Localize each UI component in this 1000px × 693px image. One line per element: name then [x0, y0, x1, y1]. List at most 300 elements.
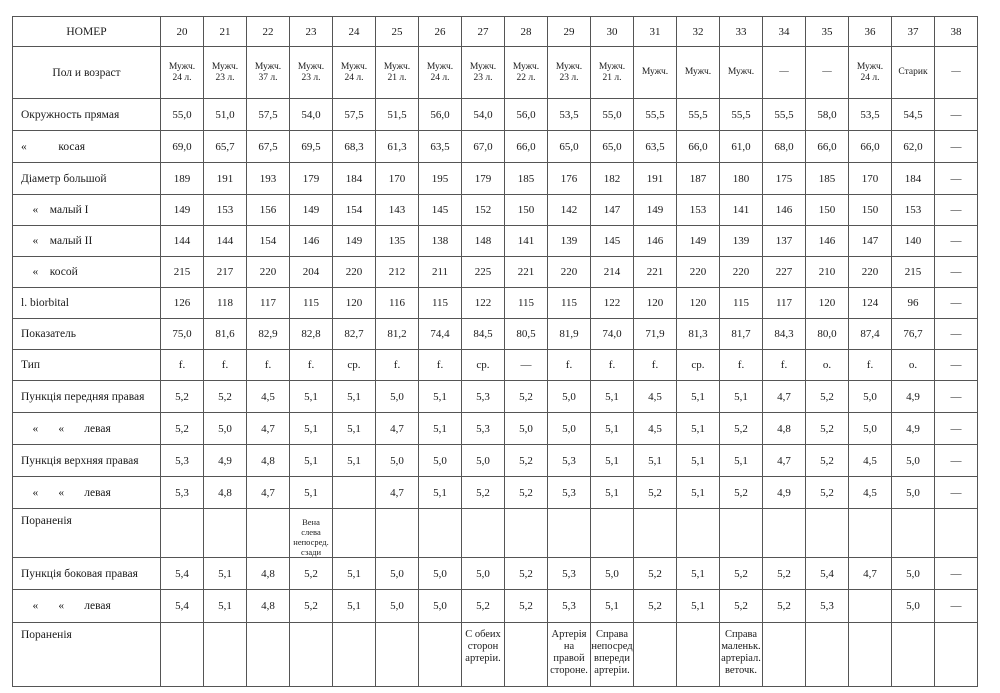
table-cell: 120	[333, 288, 376, 319]
table-cell: 5,4	[806, 558, 849, 590]
table-cell: 5,1	[204, 590, 247, 623]
table-cell: 147	[591, 195, 634, 226]
row-label: Тип	[13, 350, 161, 381]
table-cell: 5,3	[548, 445, 591, 477]
table-cell: 4,8	[204, 477, 247, 509]
table-cell: 4,7	[376, 477, 419, 509]
row-label: Пораненія	[13, 509, 161, 558]
table-cell	[892, 623, 935, 687]
table-cell: 185	[505, 163, 548, 195]
table-cell: f.	[548, 350, 591, 381]
table-cell: 4,5	[849, 445, 892, 477]
table-cell: 138	[419, 226, 462, 257]
table-cell: 4,7	[763, 381, 806, 413]
table-cell: 55,5	[720, 99, 763, 131]
table-cell: 115	[505, 288, 548, 319]
table-cell: Мужч. 23 л.	[204, 47, 247, 99]
table-cell: 80,5	[505, 319, 548, 350]
table-cell: f.	[634, 350, 677, 381]
table-cell: —	[505, 350, 548, 381]
table-cell: 5,1	[290, 445, 333, 477]
table-cell: Мужч. 21 л.	[376, 47, 419, 99]
table-cell: 58,0	[806, 99, 849, 131]
table-row	[13, 163, 978, 195]
table-cell: 5,0	[204, 413, 247, 445]
table-cell: 143	[376, 195, 419, 226]
table-row	[13, 350, 978, 381]
table-cell	[419, 623, 462, 687]
header-number: 21	[204, 17, 247, 47]
table-cell: 5,2	[634, 477, 677, 509]
table-cell: 5,0	[892, 445, 935, 477]
header-number: 29	[548, 17, 591, 47]
table-cell: 5,2	[290, 590, 333, 623]
table-cell: 5,1	[333, 381, 376, 413]
table-cell: 55,0	[591, 99, 634, 131]
table-cell: 5,0	[548, 413, 591, 445]
table-cell: 5,1	[591, 477, 634, 509]
table-cell: 122	[462, 288, 505, 319]
table-cell: 5,2	[763, 590, 806, 623]
table-cell: Мужч. 23 л.	[548, 47, 591, 99]
table-cell	[720, 509, 763, 558]
table-cell: 5,2	[634, 590, 677, 623]
table-cell: 5,0	[419, 558, 462, 590]
table-cell: 170	[849, 163, 892, 195]
row-label: « « левая	[13, 477, 161, 509]
table-cell	[419, 509, 462, 558]
header-number: 37	[892, 17, 935, 47]
table-cell	[634, 509, 677, 558]
table-cell	[161, 623, 204, 687]
table-cell: 187	[677, 163, 720, 195]
header-number: 20	[161, 17, 204, 47]
table-cell: 66,0	[849, 131, 892, 163]
header-number: 36	[849, 17, 892, 47]
header-number: 38	[935, 17, 978, 47]
table-cell	[935, 509, 978, 558]
measurement-table-sheet	[12, 16, 978, 687]
table-cell: —	[935, 226, 978, 257]
table-cell: 4,9	[204, 445, 247, 477]
table-cell: 5,3	[548, 558, 591, 590]
table-cell: 148	[462, 226, 505, 257]
table-cell: 63,5	[634, 131, 677, 163]
table-cell: 66,0	[677, 131, 720, 163]
table-cell: 5,0	[376, 445, 419, 477]
table-cell: 117	[247, 288, 290, 319]
table-cell: 63,5	[419, 131, 462, 163]
header-number: 28	[505, 17, 548, 47]
table-cell: 81,7	[720, 319, 763, 350]
table-cell: 5,3	[806, 590, 849, 623]
table-cell: 4,7	[763, 445, 806, 477]
table-cell: 51,0	[204, 99, 247, 131]
table-cell: 5,2	[720, 558, 763, 590]
table-cell: 5,0	[849, 413, 892, 445]
table-cell: 5,0	[419, 590, 462, 623]
table-cell: 4,7	[247, 413, 290, 445]
table-cell: 220	[677, 257, 720, 288]
table-cell: 115	[720, 288, 763, 319]
table-cell: 5,2	[806, 413, 849, 445]
table-cell: 61,3	[376, 131, 419, 163]
table-cell: 146	[290, 226, 333, 257]
table-cell: 65,7	[204, 131, 247, 163]
table-cell: o.	[892, 350, 935, 381]
header-number: 27	[462, 17, 505, 47]
table-cell: 154	[333, 195, 376, 226]
table-cell	[634, 623, 677, 687]
table-cell: 170	[376, 163, 419, 195]
table-cell: 5,1	[419, 477, 462, 509]
table-cell: —	[935, 319, 978, 350]
table-cell: 81,2	[376, 319, 419, 350]
table-cell	[376, 509, 419, 558]
table-cell: 146	[634, 226, 677, 257]
table-cell	[247, 509, 290, 558]
table-cell: 4,5	[634, 381, 677, 413]
table-cell: 220	[333, 257, 376, 288]
table-cell: 5,1	[290, 413, 333, 445]
table-cell: 84,5	[462, 319, 505, 350]
table-cell: —	[806, 47, 849, 99]
table-cell: f.	[419, 350, 462, 381]
table-cell: f.	[849, 350, 892, 381]
table-cell: ср.	[333, 350, 376, 381]
table-cell: 62,0	[892, 131, 935, 163]
table-cell: 135	[376, 226, 419, 257]
table-cell: 120	[806, 288, 849, 319]
table-row	[13, 413, 978, 445]
table-cell: 56,0	[419, 99, 462, 131]
table-cell: 220	[849, 257, 892, 288]
table-cell	[677, 623, 720, 687]
table-cell: 220	[247, 257, 290, 288]
table-cell: Мужч.	[677, 47, 720, 99]
table-cell: 5,1	[720, 445, 763, 477]
table-cell: 220	[720, 257, 763, 288]
header-number: 33	[720, 17, 763, 47]
table-cell: f.	[161, 350, 204, 381]
table-cell: 81,9	[548, 319, 591, 350]
table-cell: Мужч. 24 л.	[419, 47, 462, 99]
table-cell: С обеих сторон артеріи.	[462, 623, 505, 687]
table-cell: 5,2	[161, 413, 204, 445]
table-cell: 191	[634, 163, 677, 195]
table-cell: 57,5	[247, 99, 290, 131]
table-cell	[204, 623, 247, 687]
table-row	[13, 131, 978, 163]
table-cell: Старик	[892, 47, 935, 99]
table-cell: o.	[806, 350, 849, 381]
table-cell: 67,5	[247, 131, 290, 163]
table-cell: 5,1	[333, 445, 376, 477]
table-row	[13, 558, 978, 590]
table-cell: 115	[290, 288, 333, 319]
table-cell: 5,0	[505, 413, 548, 445]
table-cell	[505, 623, 548, 687]
table-cell: Мужч. 24 л.	[849, 47, 892, 99]
table-cell: —	[935, 163, 978, 195]
table-cell: 5,2	[462, 590, 505, 623]
table-cell: 66,0	[505, 131, 548, 163]
table-cell: 149	[634, 195, 677, 226]
table-cell: 5,2	[806, 381, 849, 413]
table-cell: —	[935, 477, 978, 509]
table-cell: Вена слева непосред. сзади	[290, 509, 333, 558]
table-cell: 5,1	[634, 445, 677, 477]
header-number: 22	[247, 17, 290, 47]
table-cell: f.	[720, 350, 763, 381]
table-cell: 120	[677, 288, 720, 319]
table-cell: 5,0	[849, 381, 892, 413]
table-cell: Справа маленьк. артеріал. веточк.	[720, 623, 763, 687]
table-cell: 227	[763, 257, 806, 288]
table-cell: 82,7	[333, 319, 376, 350]
table-cell: 137	[763, 226, 806, 257]
table-cell: 55,5	[677, 99, 720, 131]
table-cell: 139	[548, 226, 591, 257]
table-cell: 5,3	[548, 590, 591, 623]
table-cell	[333, 477, 376, 509]
table-cell	[161, 509, 204, 558]
table-cell: —	[935, 381, 978, 413]
table-cell: 53,5	[849, 99, 892, 131]
row-label: Пораненія	[13, 623, 161, 687]
table-cell: 4,8	[247, 558, 290, 590]
table-cell: 149	[677, 226, 720, 257]
table-cell: 5,0	[892, 477, 935, 509]
table-cell: 4,9	[892, 381, 935, 413]
table-cell: 5,2	[806, 477, 849, 509]
table-cell: 96	[892, 288, 935, 319]
table-cell: f.	[290, 350, 333, 381]
table-cell: 5,1	[419, 413, 462, 445]
table-cell: 139	[720, 226, 763, 257]
table-cell: 4,8	[763, 413, 806, 445]
table-cell: 5,2	[505, 477, 548, 509]
table-cell: 120	[634, 288, 677, 319]
table-row	[13, 477, 978, 509]
table-cell: 5,2	[720, 413, 763, 445]
table-cell: 56,0	[505, 99, 548, 131]
table-cell: 149	[290, 195, 333, 226]
table-cell: 5,2	[505, 558, 548, 590]
table-cell: 4,9	[763, 477, 806, 509]
table-cell	[763, 623, 806, 687]
table-cell: 5,0	[376, 381, 419, 413]
table-cell	[505, 509, 548, 558]
table-cell: 5,3	[462, 381, 505, 413]
table-cell: 124	[849, 288, 892, 319]
table-cell: —	[935, 288, 978, 319]
table-cell: 5,2	[634, 558, 677, 590]
table-cell: 66,0	[806, 131, 849, 163]
table-cell: —	[935, 99, 978, 131]
table-cell: 189	[161, 163, 204, 195]
table-cell: 5,1	[204, 558, 247, 590]
header-number: 26	[419, 17, 462, 47]
table-cell: 146	[806, 226, 849, 257]
table-cell: 5,2	[505, 381, 548, 413]
table-cell: 149	[333, 226, 376, 257]
table-cell: 54,0	[462, 99, 505, 131]
table-cell: 5,2	[505, 445, 548, 477]
header-number: 30	[591, 17, 634, 47]
row-label: « « левая	[13, 413, 161, 445]
table-cell: 5,1	[591, 413, 634, 445]
table-cell: 87,4	[849, 319, 892, 350]
table-cell: 5,2	[806, 445, 849, 477]
table-cell: 5,1	[720, 381, 763, 413]
table-cell: Мужч.	[634, 47, 677, 99]
table-row	[13, 288, 978, 319]
table-cell: 225	[462, 257, 505, 288]
table-cell: 5,3	[161, 477, 204, 509]
table-row	[13, 445, 978, 477]
table-row	[13, 226, 978, 257]
table-cell: Справа непосред впереди артеріи.	[591, 623, 634, 687]
header-number: 32	[677, 17, 720, 47]
table-cell: 4,8	[247, 445, 290, 477]
table-cell: f.	[247, 350, 290, 381]
table-cell: 82,9	[247, 319, 290, 350]
table-cell: 179	[462, 163, 505, 195]
table-cell: 5,0	[376, 558, 419, 590]
table-cell: 117	[763, 288, 806, 319]
table-cell: 217	[204, 257, 247, 288]
table-cell: 69,0	[161, 131, 204, 163]
table-cell: 5,3	[548, 477, 591, 509]
table-cell: 212	[376, 257, 419, 288]
table-cell: 153	[677, 195, 720, 226]
table-row	[13, 195, 978, 226]
table-cell: 5,1	[677, 558, 720, 590]
header-label: НОМЕР	[13, 17, 161, 47]
table-row	[13, 257, 978, 288]
table-cell: 5,0	[591, 558, 634, 590]
table-cell: 145	[419, 195, 462, 226]
table-cell: 53,5	[548, 99, 591, 131]
table-cell: 5,1	[290, 477, 333, 509]
table-cell: 116	[376, 288, 419, 319]
table-cell: 180	[720, 163, 763, 195]
table-cell	[548, 509, 591, 558]
table-cell: Мужч. 24 л.	[161, 47, 204, 99]
table-cell: 5,0	[462, 558, 505, 590]
table-cell: 115	[419, 288, 462, 319]
header-number: 34	[763, 17, 806, 47]
table-cell: 5,1	[677, 413, 720, 445]
table-cell: 141	[720, 195, 763, 226]
table-row	[13, 590, 978, 623]
table-cell: —	[935, 131, 978, 163]
table-cell: 147	[849, 226, 892, 257]
table-cell: 126	[161, 288, 204, 319]
table-cell: 176	[548, 163, 591, 195]
table-cell: 5,1	[333, 413, 376, 445]
table-cell: 142	[548, 195, 591, 226]
table-cell: 215	[892, 257, 935, 288]
table-cell	[333, 509, 376, 558]
row-label: « косой	[13, 257, 161, 288]
table-row	[13, 99, 978, 131]
table-cell: 5,0	[419, 445, 462, 477]
header-number: 35	[806, 17, 849, 47]
row-label: Пункція передняя правая	[13, 381, 161, 413]
header-number: 23	[290, 17, 333, 47]
table-cell: Мужч. 23 л.	[290, 47, 333, 99]
table-cell: 140	[892, 226, 935, 257]
row-label: Окружность прямая	[13, 99, 161, 131]
table-row	[13, 623, 978, 687]
table-cell	[849, 509, 892, 558]
table-row	[13, 509, 978, 558]
table-cell: 74,0	[591, 319, 634, 350]
table-row	[13, 319, 978, 350]
table-cell: 5,2	[204, 381, 247, 413]
table-cell: Мужч. 37 л.	[247, 47, 290, 99]
row-label: l. biorbital	[13, 288, 161, 319]
table-cell: 5,4	[161, 558, 204, 590]
measurement-table	[12, 16, 978, 687]
table-cell: 5,3	[462, 413, 505, 445]
table-cell: Мужч. 24 л.	[333, 47, 376, 99]
table-cell: ср.	[677, 350, 720, 381]
table-cell: 5,2	[161, 381, 204, 413]
row-label: « « левая	[13, 590, 161, 623]
table-cell: 65,0	[591, 131, 634, 163]
table-cell: 5,1	[677, 381, 720, 413]
table-cell: 195	[419, 163, 462, 195]
table-cell: 179	[290, 163, 333, 195]
table-cell: 5,1	[677, 445, 720, 477]
table-cell: 74,4	[419, 319, 462, 350]
table-cell: 5,2	[763, 558, 806, 590]
table-cell: 4,8	[247, 590, 290, 623]
table-cell: 115	[548, 288, 591, 319]
table-cell: —	[763, 47, 806, 99]
table-cell: 5,4	[161, 590, 204, 623]
table-row	[13, 381, 978, 413]
row-label: « косая	[13, 131, 161, 163]
table-cell: 5,0	[548, 381, 591, 413]
table-cell: 55,5	[634, 99, 677, 131]
table-cell	[892, 509, 935, 558]
table-cell: 152	[462, 195, 505, 226]
table-cell: —	[935, 413, 978, 445]
table-cell: 5,2	[290, 558, 333, 590]
table-cell: f.	[204, 350, 247, 381]
table-cell: Мужч. 22 л.	[505, 47, 548, 99]
table-cell	[806, 509, 849, 558]
table-cell: 149	[161, 195, 204, 226]
row-label: « малый II	[13, 226, 161, 257]
table-cell: 4,5	[634, 413, 677, 445]
row-label: Діаметр большой	[13, 163, 161, 195]
table-cell	[462, 509, 505, 558]
table-cell: 5,2	[462, 477, 505, 509]
table-cell: 51,5	[376, 99, 419, 131]
table-cell	[204, 509, 247, 558]
table-cell: ср.	[462, 350, 505, 381]
table-cell: Мужч.	[720, 47, 763, 99]
table-cell: 154	[247, 226, 290, 257]
table-cell: 5,0	[892, 558, 935, 590]
table-cell	[376, 623, 419, 687]
table-cell: 4,7	[376, 413, 419, 445]
